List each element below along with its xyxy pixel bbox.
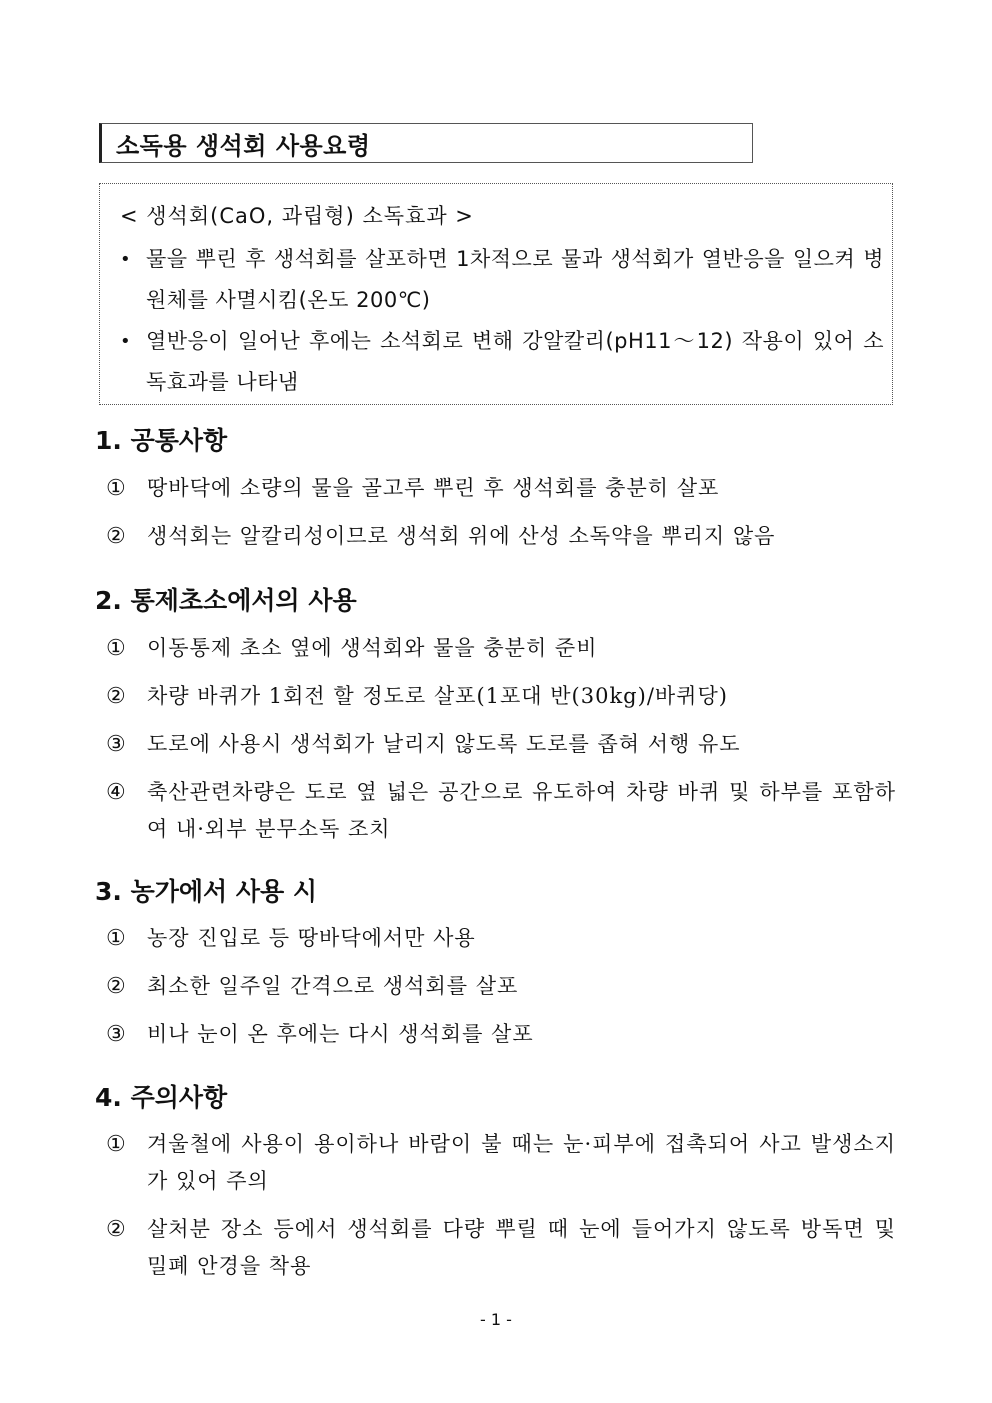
item-number: ②: [106, 684, 126, 709]
item-number: ①: [106, 476, 126, 501]
list-item: [106, 518, 896, 555]
item-number: ③: [106, 732, 126, 757]
list-item: [106, 1016, 896, 1053]
section-heading: 3. 농가에서 사용 시: [95, 877, 318, 906]
list-item: [106, 630, 896, 667]
item-text: 도로에 사용시 생석회가 날리지 않도록 도로를 좁혀 서행 유도: [147, 732, 741, 756]
info-bullet: [120, 321, 884, 403]
item-text: 살처분 장소 등에서 생석회를 다량 뿌릴 때 눈에 들어가지 않도록 방독면 및 밀폐 안경을 착용: [147, 1217, 896, 1278]
item-text: 생석회는 알칼리성이므로 생석회 위에 산성 소독약을 뿌리지 않음: [147, 524, 776, 548]
info-bullet-text: 열반응이 일어난 후에는 소석회로 변해 강알칼리(pH11～12) 작용이 있어 소독효과를 나타냄: [146, 329, 884, 394]
info-bullet-text: 물을 뿌린 후 생석회를 살포하면 1차적으로 물과 생석회가 열반응을 일으켜 병원체를 사멸시킴(온도 200℃): [146, 247, 884, 312]
item-text: 겨울철에 사용이 용이하나 바람이 불 때는 눈·피부에 접촉되어 사고 발생소지가 있어 주의: [147, 1132, 896, 1193]
item-text: 땅바닥에 소량의 물을 골고루 뿌린 후 생석회를 충분히 살포: [147, 476, 720, 500]
item-number: ③: [106, 1022, 126, 1047]
bullet-icon: •: [120, 249, 131, 270]
list-item: [106, 470, 896, 507]
item-text: 농장 진입로 등 땅바닥에서만 사용: [147, 926, 476, 950]
list-item: [106, 968, 896, 1005]
item-text: 차량 바퀴가 1회전 할 정도로 살포(1포대 반(30kg)/바퀴당): [147, 684, 728, 708]
item-number: ①: [106, 636, 126, 661]
section-heading: 2. 통제초소에서의 사용: [95, 586, 357, 615]
list-item: [106, 1126, 896, 1200]
item-number: ①: [106, 1132, 126, 1157]
list-item: [106, 774, 896, 848]
section-heading: 4. 주의사항: [95, 1083, 228, 1112]
list-item: [106, 920, 896, 957]
section-heading: 1. 공통사항: [95, 426, 228, 455]
item-text: 비나 눈이 온 후에는 다시 생석회를 살포: [147, 1022, 534, 1046]
info-box: [99, 183, 893, 405]
item-number: ①: [106, 926, 126, 951]
list-item: [106, 678, 896, 715]
item-number: ④: [106, 780, 126, 805]
document-title: 소독용 생석회 사용요령: [99, 123, 753, 163]
page-number: - 1 -: [480, 1310, 512, 1329]
item-text: 이동통제 초소 옆에 생석회와 물을 충분히 준비: [147, 636, 598, 660]
item-number: ②: [106, 974, 126, 999]
info-bullet: [120, 239, 884, 321]
item-number: ②: [106, 524, 126, 549]
bullet-icon: •: [120, 331, 131, 352]
item-text: 최소한 일주일 간격으로 생석회를 살포: [147, 974, 519, 998]
item-number: ②: [106, 1217, 126, 1242]
info-box-heading: < 생석회(CaO, 과립형) 소독효과 >: [120, 204, 474, 228]
item-text: 축산관련차량은 도로 옆 넓은 공간으로 유도하여 차량 바퀴 및 하부를 포함하여 내·외부 분무소독 조치: [147, 780, 896, 841]
list-item: [106, 1211, 896, 1285]
list-item: [106, 726, 896, 763]
